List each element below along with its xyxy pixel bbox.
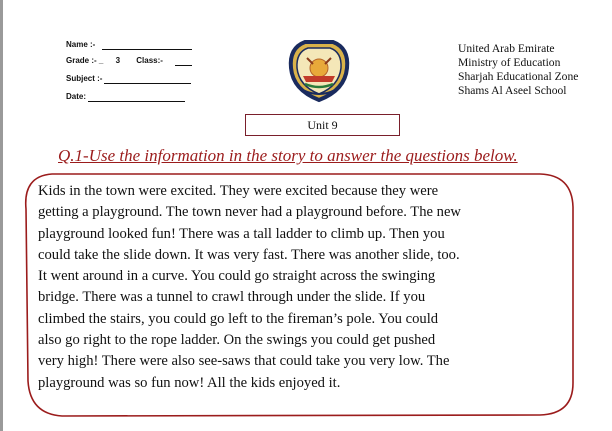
story-line: playground was so fun now! All the kids enjoyed it. [38,374,341,391]
school-header [458,42,578,98]
grade-value: 3 [115,56,121,65]
school-zone: Sharjah Educational Zone [458,70,579,83]
school-country: United Arab Emirate [458,42,555,55]
class-label: Class:- [136,56,163,65]
page-edge [0,0,3,431]
story-line: very high! There were also see-saws that could take you very low. The [38,353,450,370]
story-line: climbed the stairs, you could go left to the fireman’s pole. You could [38,310,439,327]
school-ministry: Ministry of Education [458,56,561,69]
question-title: Q.1-Use the information in the story to answer the questions below. [58,146,518,165]
class-line [175,65,192,66]
subject-line [104,83,191,84]
story-line: getting a playground. The town never had a playground before. The new [38,204,461,221]
story-line: Kids in the town were excited. They were excited because they were [38,183,439,199]
story-line: It went around in a curve. You could go straight across the swinging [38,268,436,285]
story-text [38,181,578,394]
subject-label: Subject :- [66,74,103,83]
name-label: Name :- [66,40,96,49]
grade-label: Grade :- _ [66,56,104,65]
story-line: could take the slide down. It was very fast. There was another slide, too. [38,246,460,263]
story-line: playground looked fun! There was a tall ladder to climb up. Then you [38,225,445,242]
unit-title: Unit 9 [245,114,400,136]
story-line: also go right to the rope ladder. On the swings you could get pushed [38,332,436,349]
name-line [102,49,192,50]
school-emblem-icon [285,38,353,104]
school-name: Shams Al Aseel School [458,84,567,97]
story-line: bridge. There was a tunnel to crawl through under the slide. If you [38,289,426,306]
date-label: Date: [66,92,87,101]
date-line [88,101,185,102]
